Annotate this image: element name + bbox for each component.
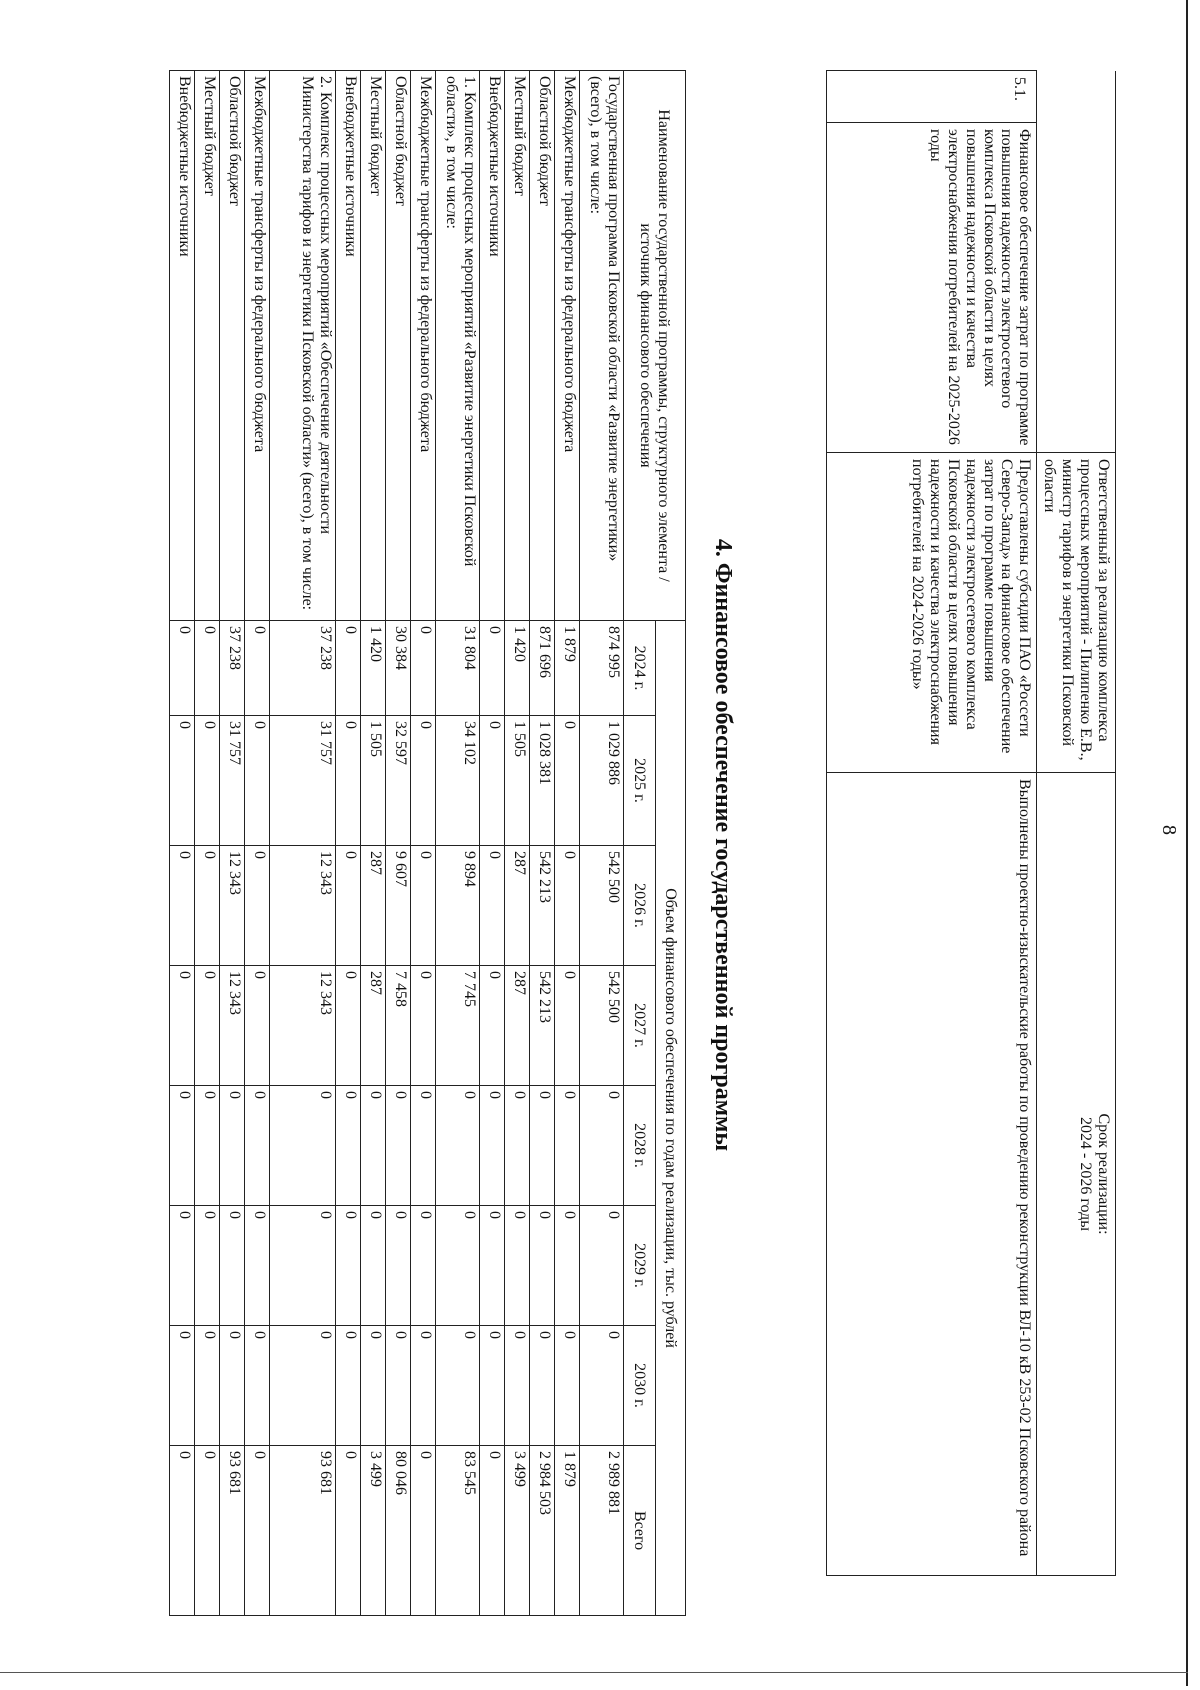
- task-row: [827, 71, 1037, 1576]
- value-cell: 0: [386, 1206, 411, 1326]
- responsible-text: Ответственный за реализацию комплекса процессных мероприятий - Пилипенко Е.В., министр тарифов и энергетики Псковской области: [1041, 459, 1112, 761]
- value-cell: 0: [386, 1326, 411, 1446]
- value-cell: 0: [336, 1446, 361, 1616]
- header-volume-cell: Объем финансового обеспечения по годам реализации, тыс. рублей: [656, 621, 686, 1616]
- value-cell: 93 681: [270, 1446, 336, 1616]
- value-cell: 0: [170, 1206, 195, 1326]
- row-name-cell: Межбюджетные трансферты из федерального бюджета: [411, 71, 436, 621]
- table-row: [411, 71, 436, 1616]
- value-cell: 0: [411, 1206, 436, 1326]
- value-cell: 871 696: [530, 621, 555, 716]
- value-cell: 0: [195, 1206, 220, 1326]
- value-cell: 287: [361, 846, 386, 966]
- value-cell: 0: [411, 621, 436, 716]
- value-cell: 0: [336, 1086, 361, 1206]
- value-cell: 0: [245, 716, 270, 846]
- table-row: [436, 71, 480, 1616]
- value-cell: 0: [530, 1326, 555, 1446]
- value-cell: 30 384: [386, 621, 411, 716]
- task-text: Финансовое обеспечение затрат по программе повышения надежности электросетевого комплекса Псковской области в целях повышения надежности и качества электроснабжения потребителей на 2025-2026 годы: [827, 123, 1037, 453]
- value-cell: 0: [195, 716, 220, 846]
- value-cell: 0: [245, 1326, 270, 1446]
- table-row: [170, 71, 195, 1616]
- row-name-cell: Областной бюджет: [530, 71, 555, 621]
- value-cell: 287: [505, 846, 530, 966]
- row-name-cell: Областной бюджет: [220, 71, 245, 621]
- value-cell: 0: [336, 716, 361, 846]
- row-name-cell: Внебюджетные источники: [336, 71, 361, 621]
- finance-table: [169, 70, 686, 1616]
- value-cell: 1 028 381: [530, 716, 555, 846]
- value-cell: 9 894: [436, 846, 480, 966]
- value-cell: 0: [436, 1326, 480, 1446]
- value-cell: 7 745: [436, 966, 480, 1086]
- table-row: [505, 71, 530, 1616]
- table-row: [580, 71, 624, 1616]
- value-cell: 1 420: [361, 621, 386, 716]
- table-row: [195, 71, 220, 1616]
- value-cell: 0: [220, 1086, 245, 1206]
- value-cell: 874 995: [580, 621, 624, 716]
- value-cell: 2 984 503: [530, 1446, 555, 1616]
- section-title: 4. Финансовое обеспечение государственной программы: [710, 538, 736, 1152]
- value-cell: 32 597: [386, 716, 411, 846]
- value-cell: 0: [270, 1206, 336, 1326]
- value-cell: 0: [195, 846, 220, 966]
- value-cell: 12 343: [270, 966, 336, 1086]
- period-cell: [1037, 773, 1116, 1576]
- row-name-cell: 1. Комплекс процессных мероприятий «Развитие энергетики Псковской области», в том числе:: [436, 71, 480, 621]
- finance-header-row-1: [656, 71, 686, 1616]
- responsible-row: [1037, 71, 1116, 1576]
- value-cell: 1 420: [505, 621, 530, 716]
- value-cell: 0: [436, 1206, 480, 1326]
- row-name-cell: Местный бюджет: [505, 71, 530, 621]
- value-cell: 0: [555, 1086, 580, 1206]
- value-cell: 3 499: [505, 1446, 530, 1616]
- value-cell: 0: [555, 1206, 580, 1326]
- value-cell: 0: [480, 1326, 505, 1446]
- value-cell: 0: [336, 621, 361, 716]
- activity-table: [826, 70, 1116, 1576]
- year-2028: 2028 г.: [624, 1086, 656, 1206]
- value-cell: 0: [505, 1206, 530, 1326]
- value-cell: 12 343: [220, 846, 245, 966]
- value-cell: 0: [195, 966, 220, 1086]
- value-cell: 12 343: [220, 966, 245, 1086]
- value-cell: 0: [245, 846, 270, 966]
- value-cell: 542 500: [580, 846, 624, 966]
- table-row: [480, 71, 505, 1616]
- value-cell: 0: [170, 846, 195, 966]
- value-cell: 1 505: [361, 716, 386, 846]
- row-name-cell: Межбюджетные трансферты из федерального бюджета: [555, 71, 580, 621]
- value-cell: 0: [480, 1446, 505, 1616]
- value-cell: 0: [580, 1206, 624, 1326]
- value-cell: 1 505: [505, 716, 530, 846]
- value-cell: 0: [336, 966, 361, 1086]
- year-2027: 2027 г.: [624, 966, 656, 1086]
- value-cell: 0: [411, 1086, 436, 1206]
- value-cell: 0: [480, 1086, 505, 1206]
- value-cell: 0: [170, 1086, 195, 1206]
- year-total: Всего: [624, 1446, 656, 1616]
- year-2024: 2024 г.: [624, 621, 656, 716]
- table-row: [245, 71, 270, 1616]
- value-cell: 287: [505, 966, 530, 1086]
- value-cell: 12 343: [270, 846, 336, 966]
- row-name-cell: Областной бюджет: [386, 71, 411, 621]
- value-cell: 0: [195, 1086, 220, 1206]
- value-cell: 9 607: [386, 846, 411, 966]
- value-cell: 542 213: [530, 966, 555, 1086]
- value-cell: 0: [555, 966, 580, 1086]
- row-name-cell: Местный бюджет: [195, 71, 220, 621]
- value-cell: 0: [170, 1446, 195, 1616]
- row-name-cell: Межбюджетные трансферты из федерального бюджета: [245, 71, 270, 621]
- row-name-cell: Местный бюджет: [361, 71, 386, 621]
- value-cell: 0: [245, 966, 270, 1086]
- value-cell: 0: [245, 621, 270, 716]
- value-cell: 0: [436, 1086, 480, 1206]
- value-cell: 0: [555, 846, 580, 966]
- task-details: Выполнены проектно-изыскательские работы по проведению реконструкции ВЛ-10 кВ 253-02 Псковского района: [827, 773, 1037, 1576]
- value-cell: 0: [270, 1086, 336, 1206]
- value-cell: 80 046: [386, 1446, 411, 1616]
- value-cell: 0: [361, 1206, 386, 1326]
- value-cell: 0: [195, 621, 220, 716]
- table-row: [361, 71, 386, 1616]
- value-cell: 0: [336, 846, 361, 966]
- value-cell: 0: [270, 1326, 336, 1446]
- row-name-cell: Государственная программа Псковской области «Развитие энергетики» (всего), в том числе:: [580, 71, 624, 621]
- table-row: [530, 71, 555, 1616]
- value-cell: 83 545: [436, 1446, 480, 1616]
- value-cell: 0: [245, 1206, 270, 1326]
- table-row: [220, 71, 245, 1616]
- value-cell: 0: [580, 1326, 624, 1446]
- year-2030: 2030 г.: [624, 1326, 656, 1446]
- value-cell: 0: [411, 966, 436, 1086]
- value-cell: 0: [530, 1086, 555, 1206]
- value-cell: 0: [480, 1206, 505, 1326]
- value-cell: 7 458: [386, 966, 411, 1086]
- value-cell: 0: [361, 1086, 386, 1206]
- year-2029: 2029 г.: [624, 1206, 656, 1326]
- value-cell: 0: [530, 1206, 555, 1326]
- value-cell: 542 500: [580, 966, 624, 1086]
- value-cell: 31 804: [436, 621, 480, 716]
- value-cell: 0: [170, 621, 195, 716]
- finance-table-body: [170, 71, 624, 1616]
- header-name-cell: Наименование государственной программы, структурного элемента / источник финансового обеспечения: [624, 71, 686, 621]
- table-row: [386, 71, 411, 1616]
- value-cell: 0: [480, 716, 505, 846]
- value-cell: 0: [505, 1086, 530, 1206]
- value-cell: 0: [336, 1206, 361, 1326]
- value-cell: 0: [336, 1326, 361, 1446]
- value-cell: 1 879: [555, 1446, 580, 1616]
- value-cell: 0: [480, 966, 505, 1086]
- table-row: [270, 71, 336, 1616]
- value-cell: 31 757: [270, 716, 336, 846]
- row-name-cell: Внебюджетные источники: [480, 71, 505, 621]
- value-cell: 0: [411, 1446, 436, 1616]
- value-cell: 0: [555, 1326, 580, 1446]
- value-cell: 2 989 881: [580, 1446, 624, 1616]
- value-cell: 0: [245, 1086, 270, 1206]
- year-2025: 2025 г.: [624, 716, 656, 846]
- value-cell: 0: [170, 1326, 195, 1446]
- value-cell: 31 757: [220, 716, 245, 846]
- row-name-cell: Внебюджетные источники: [170, 71, 195, 621]
- value-cell: 0: [170, 716, 195, 846]
- task-result: Предоставлены субсидии ПАО «Россети Северо-Запад» на финансовое обеспечение затрат по программе повышения надежности электросетевого комплекса Псковской области в целях повышения надежности и качества электроснабжения потребителей на 2024-2026 годы»: [827, 453, 1037, 773]
- value-cell: 0: [220, 1206, 245, 1326]
- value-cell: 0: [480, 621, 505, 716]
- year-2026: 2026 г.: [624, 846, 656, 966]
- value-cell: 0: [411, 716, 436, 846]
- value-cell: 542 213: [530, 846, 555, 966]
- value-cell: 0: [580, 1086, 624, 1206]
- page-edge-right: [1186, 0, 1188, 1686]
- value-cell: 0: [195, 1446, 220, 1616]
- value-cell: 0: [220, 1326, 245, 1446]
- value-cell: 0: [480, 846, 505, 966]
- value-cell: 1 879: [555, 621, 580, 716]
- task-number: 5.1.: [827, 71, 1037, 123]
- value-cell: 0: [555, 716, 580, 846]
- value-cell: 93 681: [220, 1446, 245, 1616]
- value-cell: 0: [361, 1326, 386, 1446]
- value-cell: 34 102: [436, 716, 480, 846]
- value-cell: 37 238: [220, 621, 245, 716]
- value-cell: 0: [195, 1326, 220, 1446]
- page-number: 8: [1158, 825, 1180, 835]
- value-cell: 0: [411, 1326, 436, 1446]
- value-cell: 0: [386, 1086, 411, 1206]
- responsible-cell: [1037, 453, 1116, 773]
- value-cell: 3 499: [361, 1446, 386, 1616]
- value-cell: 37 238: [270, 621, 336, 716]
- value-cell: 287: [361, 966, 386, 1086]
- row-name-cell: 2. Комплекс процессных мероприятий «Обеспечение деятельности Министерства тарифов и энергетики Псковской области» (всего), в том числе:: [270, 71, 336, 621]
- value-cell: 0: [245, 1446, 270, 1616]
- table-row: [336, 71, 361, 1616]
- period-text: Срок реализации: 2024 - 2026 годы: [1077, 1113, 1112, 1235]
- table-row: [555, 71, 580, 1616]
- value-cell: 0: [411, 846, 436, 966]
- value-cell: 0: [170, 966, 195, 1086]
- value-cell: 0: [505, 1326, 530, 1446]
- value-cell: 1 029 886: [580, 716, 624, 846]
